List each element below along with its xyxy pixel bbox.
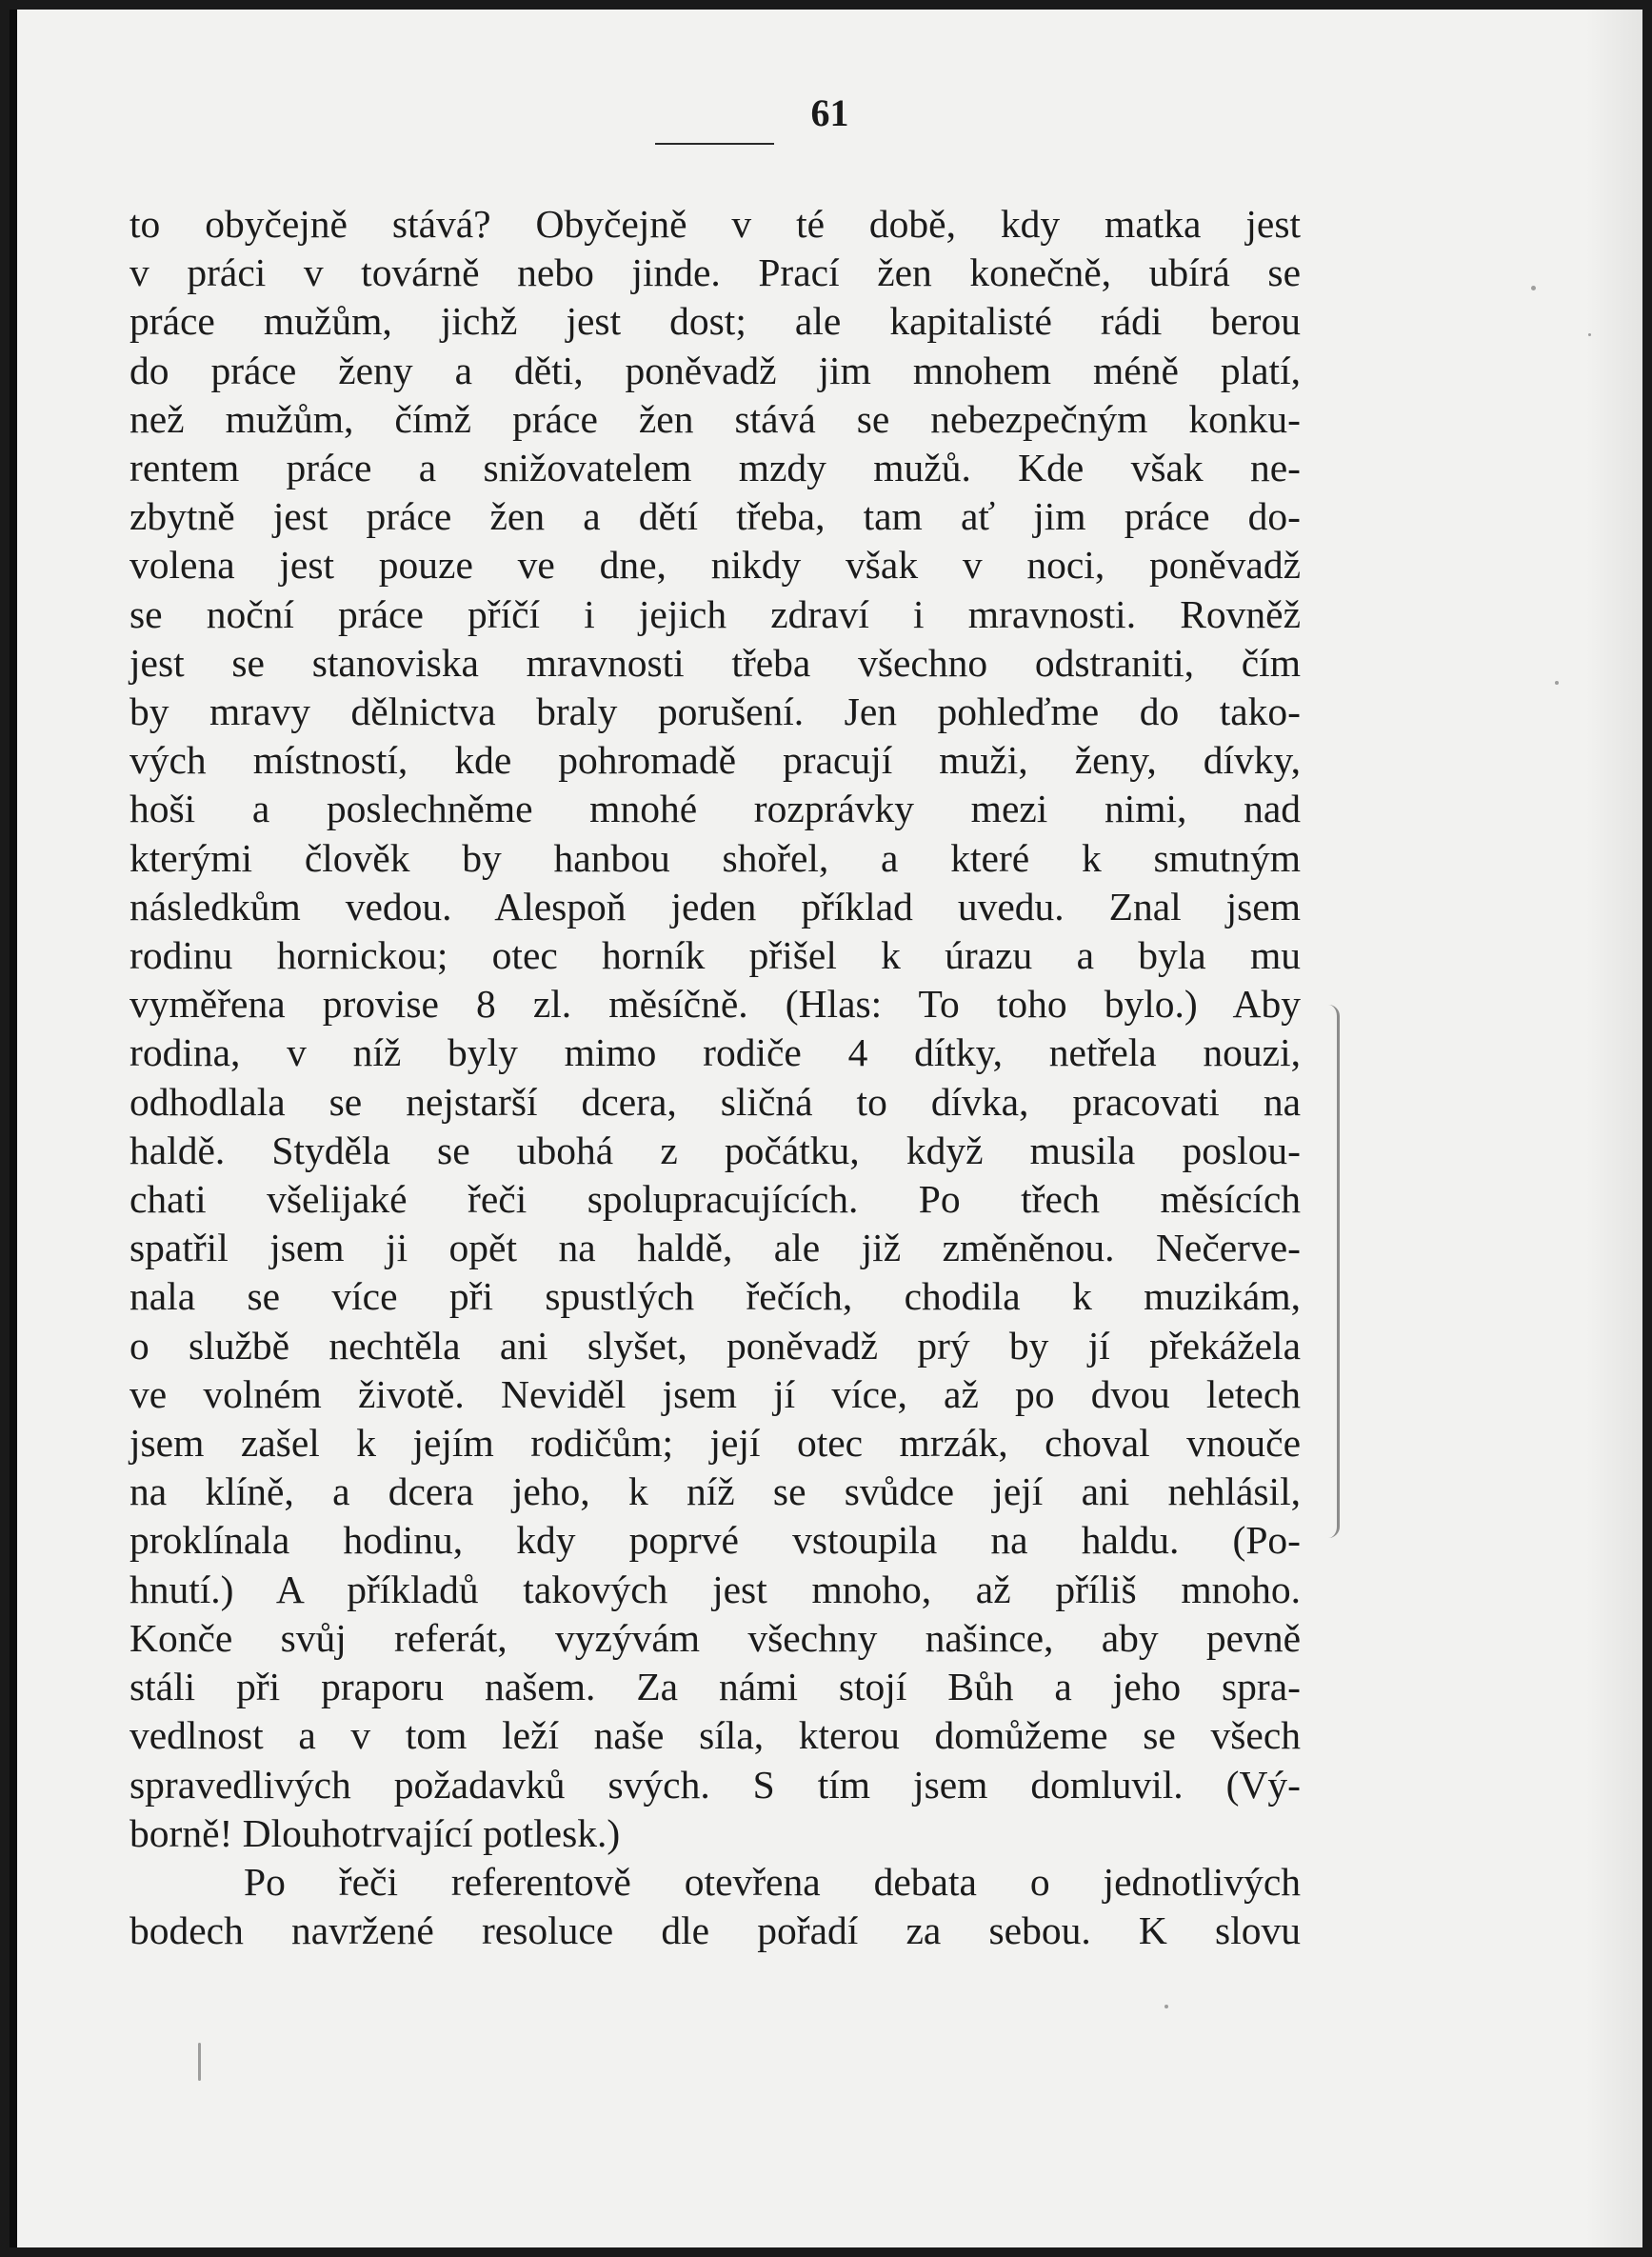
scan-speckle [1164, 2005, 1168, 2008]
text-line: v práci v továrně nebo jinde. Prací žen konečně, ubírá se [129, 250, 1301, 295]
text-line: než mužům, čímž práce žen stává se nebezpečným konku- [129, 396, 1301, 441]
text-line: vedlnost a v tom leží naše síla, kterou domůžeme se všech [129, 1713, 1301, 1758]
text-line: rodinu hornickou; otec horník přišel k úrazu a byla mu [129, 933, 1301, 978]
text-line: jsem zašel k jejím rodičům; její otec mrzák, choval vnouče [129, 1421, 1301, 1466]
page-number: 61 [810, 91, 849, 134]
body-text [129, 200, 1301, 1955]
text-line: práce mužům, jichž jest dost; ale kapitalisté rádi berou [129, 299, 1301, 344]
text-line: vých místností, kde pohromadě pracují muži, ženy, dívky, [129, 738, 1301, 783]
scan-speckle [1531, 286, 1536, 290]
text-line: Po řeči referentově otevřena debata o jednotlivých [244, 1859, 1301, 1904]
text-line: do práce ženy a děti, poněvadž jim mnohem méně platí, [129, 348, 1301, 392]
text-line: ve volném životě. Neviděl jsem jí více, až po dvou letech [129, 1371, 1301, 1416]
text-line: odhodlala se nejstarší dcera, sličná to dívka, pracovati na [129, 1079, 1301, 1124]
text-line: Konče svůj referát, vyzývám všechny našince, aby pevně [129, 1615, 1301, 1660]
scanned-page [10, 10, 1642, 2247]
text-line: následkům vedou. Alespoň jeden příklad uvedu. Znal jsem [129, 884, 1301, 929]
text-line: rodina, v níž byly mimo rodiče 4 dítky, netřela nouzi, [129, 1030, 1301, 1075]
text-line: volena jest pouze ve dne, nikdy však v noci, poněvadž [129, 543, 1301, 588]
text-line: se noční práce příčí i jejich zdraví i mravnosti. Rovněž [129, 591, 1301, 636]
text-line: rentem práce a snižovatelem mzdy mužů. Kde však ne- [129, 446, 1301, 490]
text-line: bodech navržené resoluce dle pořadí za sebou. K slovu [129, 1908, 1301, 1953]
margin-pencil-mark [1324, 1005, 1340, 1538]
text-line: zbytně jest práce žen a dětí třeba, tam ať jim práce do- [129, 494, 1301, 539]
scan-speckle [1555, 681, 1559, 685]
scan-speckle [198, 2043, 201, 2081]
text-line: haldě. Styděla se ubohá z počátku, když musila poslou- [129, 1128, 1301, 1172]
scan-shadow [1585, 10, 1642, 2247]
text-line: vyměřena provise 8 zl. měsíčně. (Hlas: To toho bylo.) Aby [129, 982, 1301, 1027]
text-line: stáli při praporu našem. Za námi stojí Bůh a jeho spra- [129, 1665, 1301, 1709]
text-line: kterými člověk by hanbou shořel, a které k smutným [129, 835, 1301, 880]
text-line: o službě nechtěla ani slyšet, poněvadž prý by jí překážela [129, 1323, 1301, 1368]
scan-speckle [1588, 333, 1591, 336]
text-line: to obyčejně stává? Obyčejně v té době, kdy matka jest [129, 202, 1301, 246]
text-line: chati všelijaké řeči spolupracujících. Po třech měsících [129, 1177, 1301, 1222]
text-line: spravedlivých požadavků svých. S tím jsem domluvil. (Vý- [129, 1762, 1301, 1807]
text-line: jest se stanoviska mravnosti třeba všechno odstraniti, čím [129, 640, 1301, 685]
text-line: na klíně, a dcera jeho, k níž se svůdce její ani nehlásil, [129, 1469, 1301, 1514]
text-line: spatřil jsem ji opět na haldě, ale již změněnou. Nečerve- [129, 1226, 1301, 1270]
text-line: hnutí.) A příkladů takových jest mnoho, až příliš mnoho. [129, 1567, 1301, 1611]
page-number-rule [655, 143, 774, 145]
text-line: borně! Dlouhotrvající potlesk.) [129, 1810, 621, 1855]
text-line: nala se více při spustlých řečích, chodila k muzikám, [129, 1274, 1301, 1319]
text-line: hoši a poslechněme mnohé rozprávky mezi nimi, nad [129, 787, 1301, 831]
text-line: proklínala hodinu, kdy poprvé vstoupila na haldu. (Po- [129, 1518, 1301, 1563]
text-line: by mravy dělnictva braly porušení. Jen pohleďme do tako- [129, 689, 1301, 734]
